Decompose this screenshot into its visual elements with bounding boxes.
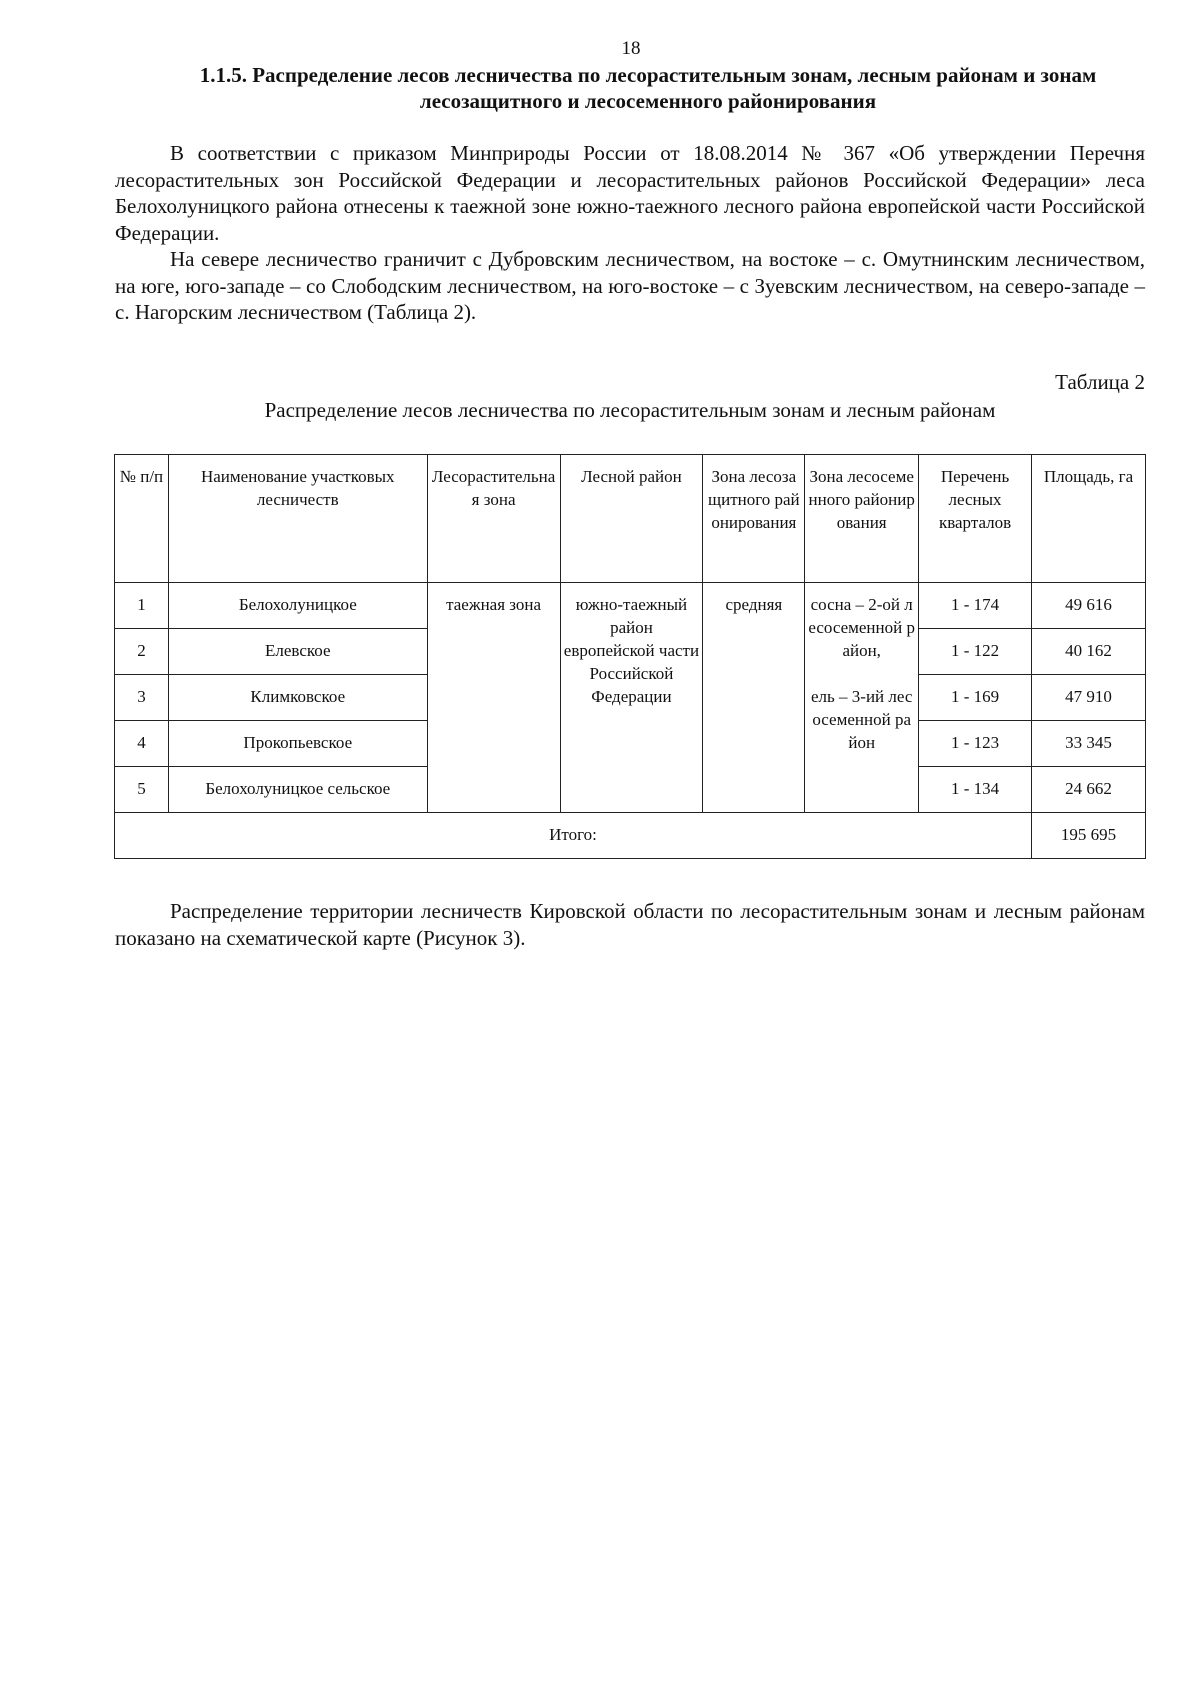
row-quarters: 1 - 122 bbox=[919, 629, 1032, 675]
closing-text bbox=[115, 898, 1145, 951]
paragraph-1: В соответствии с приказом Минприроды России от 18.08.2014 № 367 «Об утверждении Перечня лесорастительных зон Российской Федерации и лесорастительных районов Российской Федерации» леса Белохолуницкого района отнесены к таежной зоне южно-таежного лесного района европейской части Российской Федерации. bbox=[115, 141, 1145, 245]
header-zone: Лесорастительная зона bbox=[427, 455, 560, 583]
shared-protect-cell: средняя bbox=[703, 583, 805, 813]
zones-table bbox=[114, 454, 1146, 859]
row-quarters: 1 - 134 bbox=[919, 767, 1032, 813]
row-area: 49 616 bbox=[1032, 583, 1146, 629]
page-number: 18 bbox=[621, 38, 641, 59]
row-num: 4 bbox=[115, 721, 169, 767]
row-name: Белохолуницкое сельское bbox=[168, 767, 427, 813]
row-num: 1 bbox=[115, 583, 169, 629]
shared-zone-cell: таежная зона bbox=[427, 583, 560, 813]
total-value: 195 695 bbox=[1032, 813, 1146, 859]
intro-text bbox=[115, 140, 1145, 326]
table-row bbox=[115, 583, 1146, 629]
header-area: Площадь, га bbox=[1032, 455, 1146, 583]
section-title: 1.1.5. Распределение лесов лесничества по лесорастительным зонам, лесным районам и зонам лесозащитного и лесосеменного районирования bbox=[199, 63, 1097, 113]
row-quarters: 1 - 174 bbox=[919, 583, 1032, 629]
header-seed: Зона лесосеменного районирования bbox=[805, 455, 919, 583]
row-area: 47 910 bbox=[1032, 675, 1146, 721]
table-total-row bbox=[115, 813, 1146, 859]
table-header-row bbox=[115, 455, 1146, 583]
paragraph-2: На севере лесничество граничит с Дубровским лесничеством, на востоке – с. Омутнинским лесничеством, на юге, юго-западе – со Слободским лесничеством, на юго-востоке – с Зуевским лесничеством, на северо-западе – с. Нагорским лесничеством (Таблица 2). bbox=[115, 247, 1145, 324]
row-num: 2 bbox=[115, 629, 169, 675]
header-district: Лесной район bbox=[560, 455, 703, 583]
total-label: Итого: bbox=[115, 813, 1032, 859]
row-num: 3 bbox=[115, 675, 169, 721]
header-num: № п/п bbox=[115, 455, 169, 583]
shared-seed-cell bbox=[805, 583, 919, 813]
row-num: 5 bbox=[115, 767, 169, 813]
row-area: 40 162 bbox=[1032, 629, 1146, 675]
header-name: Наименование участковых лесничеств bbox=[168, 455, 427, 583]
shared-district-cell: южно-таежный район европейской части Российской Федерации bbox=[560, 583, 703, 813]
header-quarters: Перечень лесных кварталов bbox=[919, 455, 1032, 583]
table-number-label: Таблица 2 bbox=[1055, 370, 1145, 394]
row-name: Белохолуницкое bbox=[168, 583, 427, 629]
header-protect: Зона лесозащитного районирования bbox=[703, 455, 805, 583]
seed-line-2: ель – 3-ий лесосеменной район bbox=[811, 687, 913, 752]
closing-paragraph: Распределение территории лесничеств Кировской области по лесорастительным зонам и лесным районам показано на схематической карте (Рисунок 3). bbox=[115, 899, 1145, 950]
row-name: Прокопьевское bbox=[168, 721, 427, 767]
row-area: 24 662 bbox=[1032, 767, 1146, 813]
row-quarters: 1 - 169 bbox=[919, 675, 1032, 721]
row-quarters: 1 - 123 bbox=[919, 721, 1032, 767]
row-area: 33 345 bbox=[1032, 721, 1146, 767]
row-name: Елевское bbox=[168, 629, 427, 675]
row-name: Климковское bbox=[168, 675, 427, 721]
table-title: Распределение лесов лесничества по лесорастительным зонам и лесным районам bbox=[264, 398, 996, 422]
seed-line-1: сосна – 2-ой лесосеменной район, bbox=[808, 595, 915, 660]
